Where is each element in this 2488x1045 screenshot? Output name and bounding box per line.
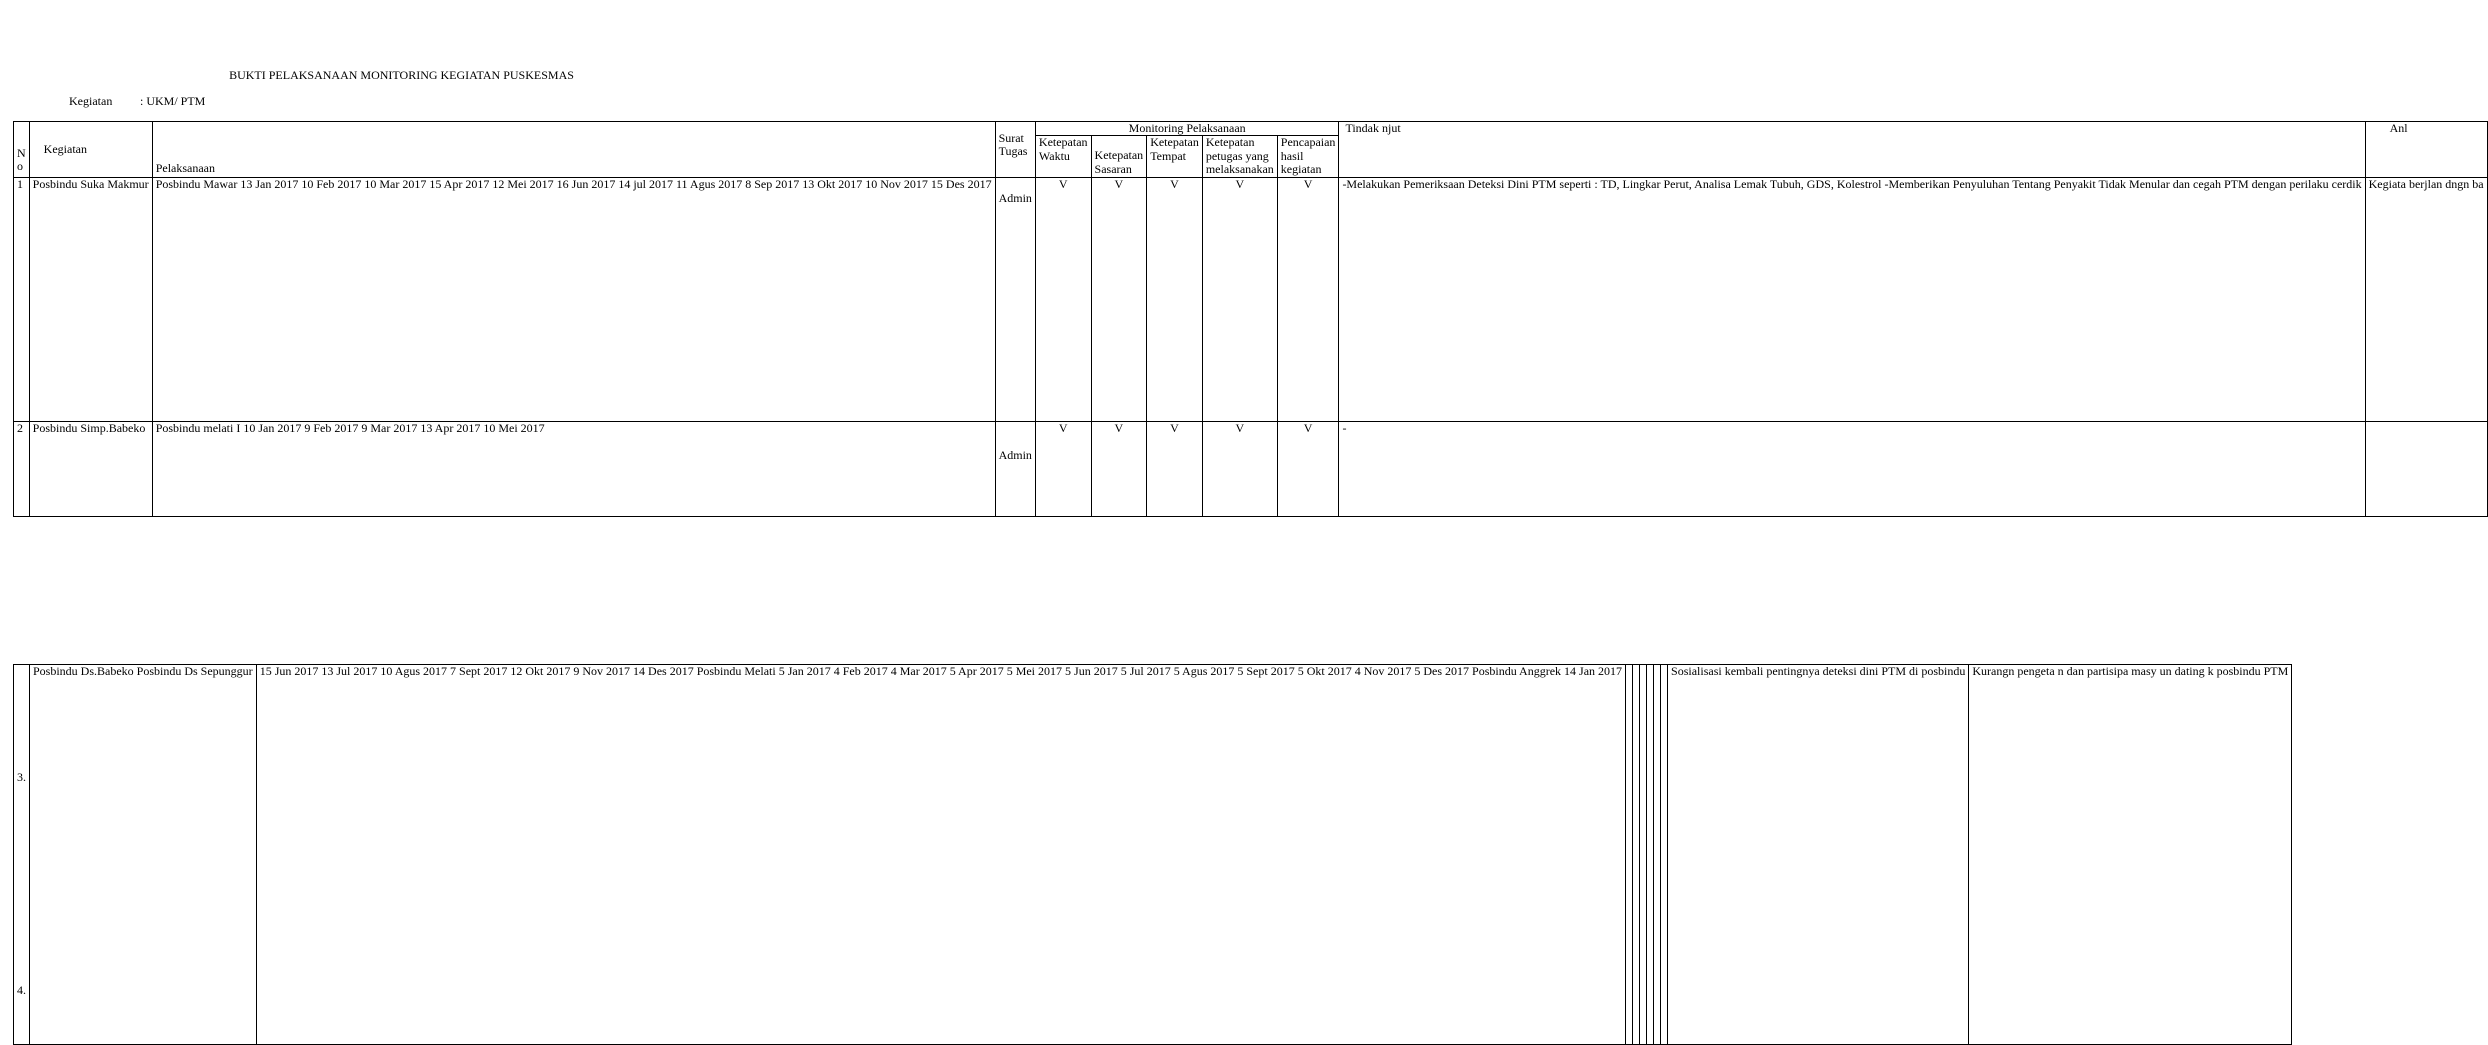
header-pelaksanaan: Pelaksanaan bbox=[152, 122, 995, 178]
row-ketepatan-tempat bbox=[1647, 665, 1654, 1045]
header-no: N o bbox=[14, 122, 30, 178]
table-row bbox=[14, 178, 2488, 422]
row-kegiatan: Posbindu Suka Makmur bbox=[29, 178, 152, 422]
header-surat-tugas: Surat Tugas bbox=[995, 122, 1035, 178]
row-surat-tugas: Admin bbox=[995, 178, 1035, 422]
row-analisa bbox=[2365, 422, 2487, 517]
row-surat-tugas bbox=[1626, 665, 1633, 1045]
row-no: 1 bbox=[14, 178, 30, 422]
row-ketepatan-petugas: V bbox=[1202, 422, 1277, 517]
row-ketepatan-tempat: V bbox=[1147, 178, 1203, 422]
row-no: 2 bbox=[14, 422, 30, 517]
row-analisa: Kegiata berjlan dngn ba bbox=[2365, 178, 2487, 422]
header-pencapaian-hasil: Pencapaian hasil kegiatan bbox=[1277, 136, 1339, 178]
kegiatan-value: : UKM/ PTM bbox=[140, 94, 206, 108]
row-ketepatan-petugas bbox=[1654, 665, 1661, 1045]
row-pelaksanaan: Posbindu melati I 10 Jan 2017 9 Feb 2017 9 Mar 2017 13 Apr 2017 10 Mei 2017 bbox=[152, 422, 995, 517]
row-pencapaian-hasil: V bbox=[1277, 422, 1339, 517]
table-row bbox=[14, 665, 2292, 1045]
row-surat-tugas: Admin bbox=[995, 422, 1035, 517]
row-ketepatan-sasaran bbox=[1640, 665, 1647, 1045]
header-monitoring-pelaksanaan: Monitoring Pelaksanaan bbox=[1035, 122, 1339, 136]
row-tindak-lanjut: Sosialisasi kembali pentingnya deteksi dini PTM di posbindu bbox=[1668, 665, 1969, 1045]
monitoring-table-page-1 bbox=[13, 121, 2488, 517]
row-kegiatan: Posbindu Ds.Babeko Posbindu Ds Sepunggur bbox=[30, 665, 257, 1045]
monitoring-table-page-2 bbox=[13, 664, 2292, 1045]
header-analisa: Anl bbox=[2365, 122, 2487, 178]
row-analisa: Kurangn pengeta n dan partisipa masy un dating k posbindu PTM bbox=[1969, 665, 2292, 1045]
row-ketepatan-petugas: V bbox=[1202, 178, 1277, 422]
header-kegiatan: Kegiatan bbox=[29, 122, 152, 178]
document-title: BUKTI PELAKSANAAN MONITORING KEGIATAN PUSKESMAS bbox=[229, 68, 574, 82]
header-ketepatan-petugas: Ketepatan petugas yang melaksanakan bbox=[1202, 136, 1277, 178]
table-row bbox=[14, 422, 2488, 517]
row-tindak-lanjut: - bbox=[1339, 422, 2365, 517]
row-no: 3. 4. bbox=[14, 665, 30, 1045]
row-ketepatan-waktu: V bbox=[1035, 422, 1091, 517]
kegiatan-label: Kegiatan bbox=[69, 94, 113, 108]
header-ketepatan-sasaran: Ketepatan Sasaran bbox=[1091, 136, 1147, 178]
row-pelaksanaan: Posbindu Mawar 13 Jan 2017 10 Feb 2017 10 Mar 2017 15 Apr 2017 12 Mei 2017 16 Jun 2017 14 jul 2017 11 Agus 2017 8 Sep 2017 13 Okt 2017 10 Nov 2017 15 Des 2017 bbox=[152, 178, 995, 422]
row-ketepatan-sasaran: V bbox=[1091, 422, 1147, 517]
row-ketepatan-waktu: V bbox=[1035, 178, 1091, 422]
row-tindak-lanjut: -Melakukan Pemeriksaan Deteksi Dini PTM seperti : TD, Lingkar Perut, Analisa Lemak Tubuh, GDS, Kolestrol -Memberikan Penyuluhan Tentang Penyakit Tidak Menular dan cegah PTM dengan perilaku cerdik bbox=[1339, 178, 2365, 422]
row-ketepatan-waktu bbox=[1633, 665, 1640, 1045]
row-pencapaian-hasil bbox=[1661, 665, 1668, 1045]
row-pencapaian-hasil: V bbox=[1277, 178, 1339, 422]
row-kegiatan: Posbindu Simp.Babeko bbox=[29, 422, 152, 517]
row-ketepatan-tempat: V bbox=[1147, 422, 1203, 517]
header-ketepatan-waktu: Ketepatan Waktu bbox=[1035, 136, 1091, 178]
row-pelaksanaan: 15 Jun 2017 13 Jul 2017 10 Agus 2017 7 Sept 2017 12 Okt 2017 9 Nov 2017 14 Des 2017 Posbindu Melati 5 Jan 2017 4 Feb 2017 4 Mar 2017 5 Apr 2017 5 Mei 2017 5 Jun 2017 5 Jul 2017 5 Agus 2017 5 Sept 2017 5 Okt 2017 4 Nov 2017 5 Des 2017 Posbindu Anggrek 14 Jan 2017 bbox=[256, 665, 1625, 1045]
header-ketepatan-tempat: Ketepatan Tempat bbox=[1147, 136, 1203, 178]
header-tindak-lanjut: Tindak njut bbox=[1339, 122, 2365, 178]
row-ketepatan-sasaran: V bbox=[1091, 178, 1147, 422]
